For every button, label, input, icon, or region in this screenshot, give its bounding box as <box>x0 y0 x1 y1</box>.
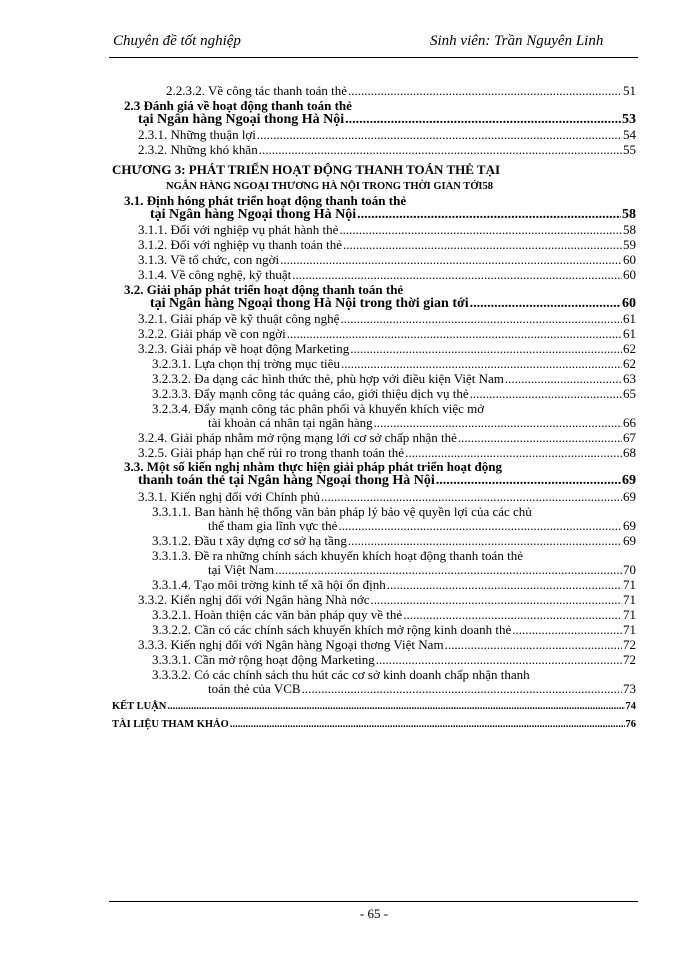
toc-entry[interactable]: 3.3.3. Kiến nghị đối với Ngân hàng Ngoại thơng Việt Nam ..... 72 <box>138 638 636 652</box>
toc-entry[interactable]: 3.3. Một số kiến nghị nhằm thực hiện giải pháp phát triển hoạt động <box>124 459 503 474</box>
toc-entry[interactable]: 2.3.1. Những thuận lợi ..... 54 <box>138 128 636 142</box>
toc-entry[interactable]: tại Ngân hàng Ngoại thong Hà Nội ..... 53 <box>138 113 636 127</box>
toc-entry[interactable]: 3.3.2.1. Hoàn thiện các văn bản pháp quy về thẻ ..... 71 <box>152 608 636 622</box>
toc-entry[interactable]: 3.2.3. Giải pháp về hoạt động Marketing ..... 62 <box>138 342 636 356</box>
toc-entry-references[interactable]: TÀI LIỆU THAM KHẢO ..... 76 <box>112 718 636 732</box>
toc-entry[interactable]: toán thẻ của VCB ..... 73 <box>208 682 636 696</box>
toc-entry[interactable]: 3.3.2.2. Cần có các chính sách khuyến khích mở rộng kinh doanh thẻ ..... 71 <box>152 623 636 637</box>
toc-entry[interactable]: 3.2.3.3. Đẩy mạnh công tác quảng cáo, giới thiệu dịch vụ thẻ ..... 65 <box>152 387 636 401</box>
toc-entry[interactable]: 3.2.3.1. Lựa chọn thị trờng mục tiêu ..... 62 <box>152 357 636 371</box>
toc-entry[interactable]: thanh toán thẻ tại Ngân hàng Ngoại thong Hà Nội ..... 69 <box>138 474 636 488</box>
toc-entry[interactable]: 3.2.3.2. Đa dạng các hình thức thẻ, phù hợp với điều kiện Việt Nam ..... 63 <box>152 372 636 386</box>
toc-entry[interactable]: 3.1.1. Đối với nghiệp vụ phát hành thẻ ..... 58 <box>138 223 636 237</box>
toc-entry[interactable]: 2.3.2. Những khó khăn ..... 55 <box>138 143 636 157</box>
toc-entry[interactable]: 3.2.2. Giải pháp về con ngời ..... 61 <box>138 327 636 341</box>
footer-divider <box>109 901 638 902</box>
toc-entry[interactable]: 3.1.4. Về công nghệ, kỹ thuật ..... 60 <box>138 268 636 282</box>
toc-entry[interactable]: 3.1.2. Đối với nghiệp vụ thanh toán thẻ ..... 59 <box>138 238 636 252</box>
toc-entry[interactable]: 3.2.4. Giải pháp nhằm mở rộng mạng lới cơ sở chấp nhận thẻ ..... 67 <box>138 431 636 445</box>
toc-entry[interactable]: tại Ngân hàng Ngoại thong Hà Nội trong thời gian tới ..... 60 <box>150 297 636 311</box>
toc-entry[interactable]: 2.3 Đánh giá về hoạt động thanh toán thẻ <box>124 98 352 113</box>
toc-entry[interactable]: tại Việt Nam ..... 70 <box>208 563 636 577</box>
toc-entry[interactable]: 3.2.5. Giải pháp hạn chế rủi ro trong thanh toán thẻ ..... 68 <box>138 446 636 460</box>
toc-entry[interactable]: thể tham gia lĩnh vực thẻ ..... 69 <box>208 519 636 533</box>
toc-entry[interactable]: 3.2.1. Giải pháp về kỹ thuật công nghệ ..... 61 <box>138 312 636 326</box>
toc-entry[interactable]: 3.3.1.1. Ban hành hệ thống văn bản pháp lý bảo vệ quyền lợi của các chủ <box>152 504 532 519</box>
toc-entry[interactable]: 3.2. Giải pháp phát triển hoạt động thanh toán thẻ <box>124 282 404 297</box>
toc-entry[interactable]: 2.2.3.2. Về công tác thanh toán thẻ ..... 51 <box>166 84 636 98</box>
toc-entry[interactable]: CHƯƠNG 3: PHÁT TRIỂN HOẠT ĐỘNG THANH TOÁN THẺ TẠI <box>112 162 501 177</box>
toc-entry[interactable]: 3.1.3. Về tổ chức, con ngời ..... 60 <box>138 253 636 267</box>
toc-entry[interactable]: 3.3.1.4. Tạo môi trờng kinh tế xã hội ổn định ..... 71 <box>152 578 636 592</box>
toc-entry[interactable]: tại Ngân hàng Ngoại thong Hà Nội ..... 58 <box>150 208 636 222</box>
toc-entry[interactable]: 3.1. Định hóng phát triển hoạt động thanh toán thẻ <box>124 193 407 208</box>
toc-entry[interactable]: 3.3.1. Kiến nghị đối với Chính phủ ..... 69 <box>138 490 636 504</box>
toc-entry[interactable]: 3.2.3.4. Đẩy mạnh công tác phân phối và khuyến khích việc mở <box>152 401 485 416</box>
page-number: - 65 - <box>359 906 389 921</box>
toc-entry[interactable]: 3.3.1.3. Đề ra những chính sách khuyến khích hoạt động thanh toán thẻ <box>152 548 523 563</box>
page-header-right: Sinh viên: Trần Nguyên Linh <box>430 33 604 49</box>
toc-entry[interactable]: NGÂN HÀNG NGOẠI THƯƠNG HÀ NỘI TRONG THỜI GIAN TỚI 58 <box>166 181 494 192</box>
toc-entry[interactable]: tài khoản cá nhân tại ngân hàng ..... 66 <box>208 416 636 430</box>
toc-entry[interactable]: 3.3.3.1. Cần mở rộng hoạt động Marketing ..... 72 <box>152 653 636 667</box>
toc-entry[interactable]: 3.3.1.2. Đầu t xây dựng cơ sở hạ tầng ..... 69 <box>152 534 636 548</box>
page-header-left: Chuyên đề tốt nghiệp <box>113 33 241 49</box>
toc-entry[interactable]: 3.3.2. Kiến nghị đối với Ngân hàng Nhà nớc ..... 71 <box>138 593 636 607</box>
toc-entry-conclusion[interactable]: KẾT LUẬN ..... 74 <box>112 700 636 714</box>
toc-entry[interactable]: 3.3.3.2. Có các chính sách thu hút các cơ sở kinh doanh chấp nhận thanh <box>152 667 530 682</box>
